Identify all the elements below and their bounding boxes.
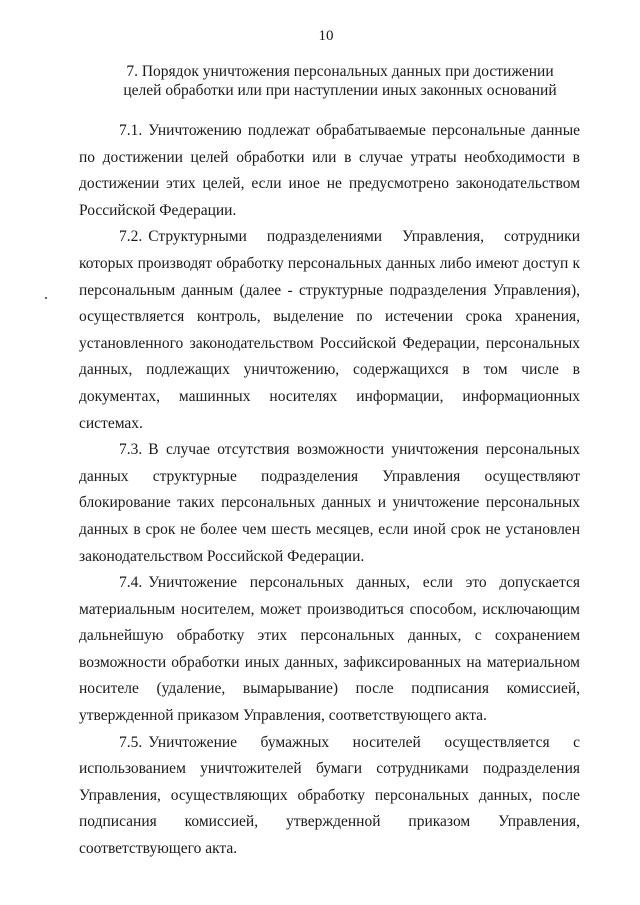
paragraph-text: Уничтожение бумажных носителей осуществляется с использованием уничтожителей бумаги сотрудниками подразделения Управления, осуществляющих обработку персональных данных, после подписания комиссией, утвержденной приказом Управления, соответствующего акта. (79, 733, 580, 858)
paragraph-number: 7.3. (119, 441, 143, 459)
paragraph-text: Уничтожение персональных данных, если это допускается материальным носителем, может производиться способом, исключающим дальнейшую обработку этих персональных данных, с сохранением возможности обработки иных данных, зафиксированных на материальном носителе (удаление, вымарывание) после подписания комиссией, утвержденной приказом Управления, соответствующего акта. (79, 574, 580, 725)
section-body (79, 118, 580, 863)
paragraph-number: 7.5. (119, 733, 143, 751)
paragraph-text: Структурными подразделениями Управления, сотрудники которых производят обработку персональных данных либо имеют доступ к персональным данным (далее - структурные подразделения Управления), осуществляется контроль, выделение по истечении срока хранения, установленного законодательством Российской Федерации, персональных данных, подлежащих уничтожению, содержащихся в том числе в документах, машинных носителях информации, информационных системах. (79, 228, 580, 432)
paragraph-number: 7.1. (119, 122, 143, 139)
paragraph-number: 7.2. (119, 228, 143, 246)
paragraph-7-1 (79, 118, 580, 224)
section-heading (90, 62, 590, 100)
paragraph-7-3 (79, 437, 580, 570)
paragraph-text: Уничтожению подлежат обрабатываемые персональные данные по достижении целей обработки или в случае утраты необходимости в достижении этих целей, если иное не предусмотрено законодательством Российской Федерации. (79, 122, 580, 219)
section-heading-line-2: целей обработки или при наступлении иных законных оснований (123, 82, 557, 99)
paragraph-7-5 (79, 730, 580, 863)
section-heading-line-1: 7. Порядок уничтожения персональных данных при достижении (126, 63, 554, 80)
paragraph-number: 7.4. (119, 574, 143, 592)
paragraph-7-4 (79, 570, 580, 730)
paragraph-text: В случае отсутствия возможности уничтожения персональных данных структурные подразделения Управления осуществляют блокирование таких персональных данных и уничтожение персональных данных в срок не более чем шесть месяцев, если иной срок не установлен законодательством Российской Федерации. (79, 441, 580, 565)
page-number: 10 (318, 28, 334, 44)
paragraph-7-2 (79, 224, 580, 437)
margin-mark (45, 297, 47, 299)
